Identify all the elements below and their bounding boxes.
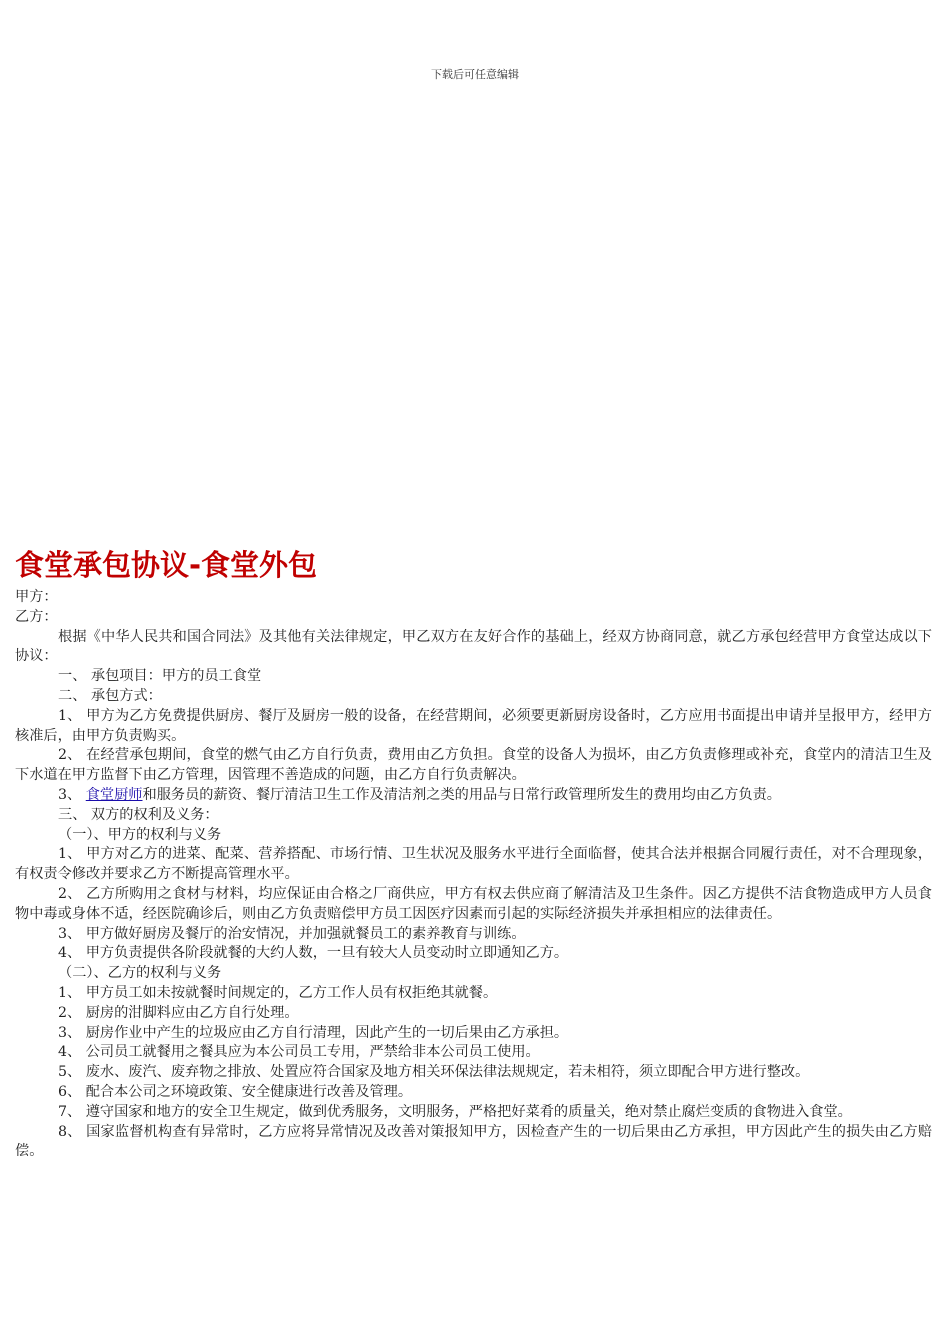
item-3-prefix: 3、 <box>58 786 86 803</box>
section-3-heading: 三、 双方的权利及义务： <box>58 806 219 823</box>
subsection-party-b-heading: （二）、乙方的权利与义务 <box>58 965 222 982</box>
party-b-item-5: 5、 废水、废汽、废弃物之排放、处置应符合国家及地方相关环保法律法规规定，若未相符，须立即配合甲方进行整改。 <box>58 1064 810 1081</box>
subsection-party-a-heading: （一）、甲方的权利与义务 <box>58 826 222 843</box>
party-b-item-3: 3、 厨房作业中产生的垃圾应由乙方自行清理，因此产生的一切后果由乙方承担。 <box>58 1024 569 1041</box>
party-b-item-6: 6、 配合本公司之环境政策、安全健康进行改善及管理。 <box>58 1083 413 1100</box>
party-b-item-8: 8、 国家监督机构查有异常时，乙方应将异常情况及改善对策报知甲方，因检查产生的一切后果由乙方承担，甲方因此产生的损失由乙方赔偿。 <box>15 1123 932 1160</box>
header-note: 下载后可任意编辑 <box>431 68 519 81</box>
section-2-item-3 <box>15 786 932 806</box>
party-b-item-7: 7、 遵守国家和地方的安全卫生规定，做到优秀服务，文明服务，严格把好菜肴的质量关，绝对禁止腐烂变质的食物进入食堂。 <box>58 1103 852 1120</box>
section-2-heading: 二、 承包方式： <box>58 687 162 704</box>
party-a-item-1: 1、 甲方对乙方的进菜、配菜、营养搭配、市场行情、卫生状况及服务水平进行全面临督，使其合法并根据合同履行责任，对不合理现象，有权责令修改并要求乙方不断提高管理水平。 <box>15 846 932 883</box>
party-a-item-3: 3、 甲方做好厨房及餐厅的治安情况，并加强就餐员工的素养教育与训练。 <box>58 925 526 942</box>
party-a-line: 甲方： <box>15 589 58 605</box>
agreement-body <box>15 588 932 1162</box>
canteen-chef-link[interactable]: 食堂厨师 <box>85 786 143 803</box>
party-b-item-1: 1、 甲方员工如未按就餐时间规定的，乙方工作人员有权拒绝其就餐。 <box>58 984 498 1001</box>
party-b-line: 乙方： <box>15 608 58 625</box>
document-title: 食堂承包协议-食堂外包 <box>15 548 318 582</box>
section-1-heading: 一、 承包项目：甲方的员工食堂 <box>58 668 262 685</box>
party-a-item-4: 4、 甲方负责提供各阶段就餐的大约人数，一旦有较大人员变动时立即通知乙方。 <box>58 945 569 962</box>
party-b-item-4: 4、 公司员工就餐用之餐具应为本公司员工专用，严禁给非本公司员工使用。 <box>58 1044 540 1061</box>
item-3-text: 和服务员的薪资、餐厅清洁卫生工作及清洁剂之类的用品与日常行政管理所发生的费用均由乙方负责。 <box>142 786 781 803</box>
intro-paragraph: 根据《中华人民共和国合同法》及其他有关法律规定，甲乙双方在友好合作的基础上，经双方协商同意，就乙方承包经营甲方食堂达成以下协议： <box>15 628 932 665</box>
section-2-item-2: 2、 在经营承包期间，食堂的燃气由乙方自行负责，费用由乙方负担。食堂的设备人为损坏，由乙方负责修理或补充，食堂内的清洁卫生及下水道在甲方监督下由乙方管理，因管理不善造成的问题，由乙方自行负责解决。 <box>15 747 932 784</box>
section-2-item-1: 1、 甲方为乙方免费提供厨房、餐厅及厨房一般的设备，在经营期间，必须要更新厨房设备时，乙方应用书面提出申请并呈报甲方，经甲方核准后，由甲方负责购买。 <box>15 707 932 744</box>
party-b-item-2: 2、 厨房的泔脚料应由乙方自行处理。 <box>58 1004 299 1021</box>
party-a-item-2: 2、 乙方所购用之食材与材料，均应保证由合格之厂商供应，甲方有权去供应商了解清洁及卫生条件。因乙方提供不洁食物造成甲方人员食物中毒或身体不适，经医院确诊后，则由乙方负责赔偿甲方员工因医疗因素而引起的实际经济损失并承担相应的法律责任。 <box>15 885 932 922</box>
